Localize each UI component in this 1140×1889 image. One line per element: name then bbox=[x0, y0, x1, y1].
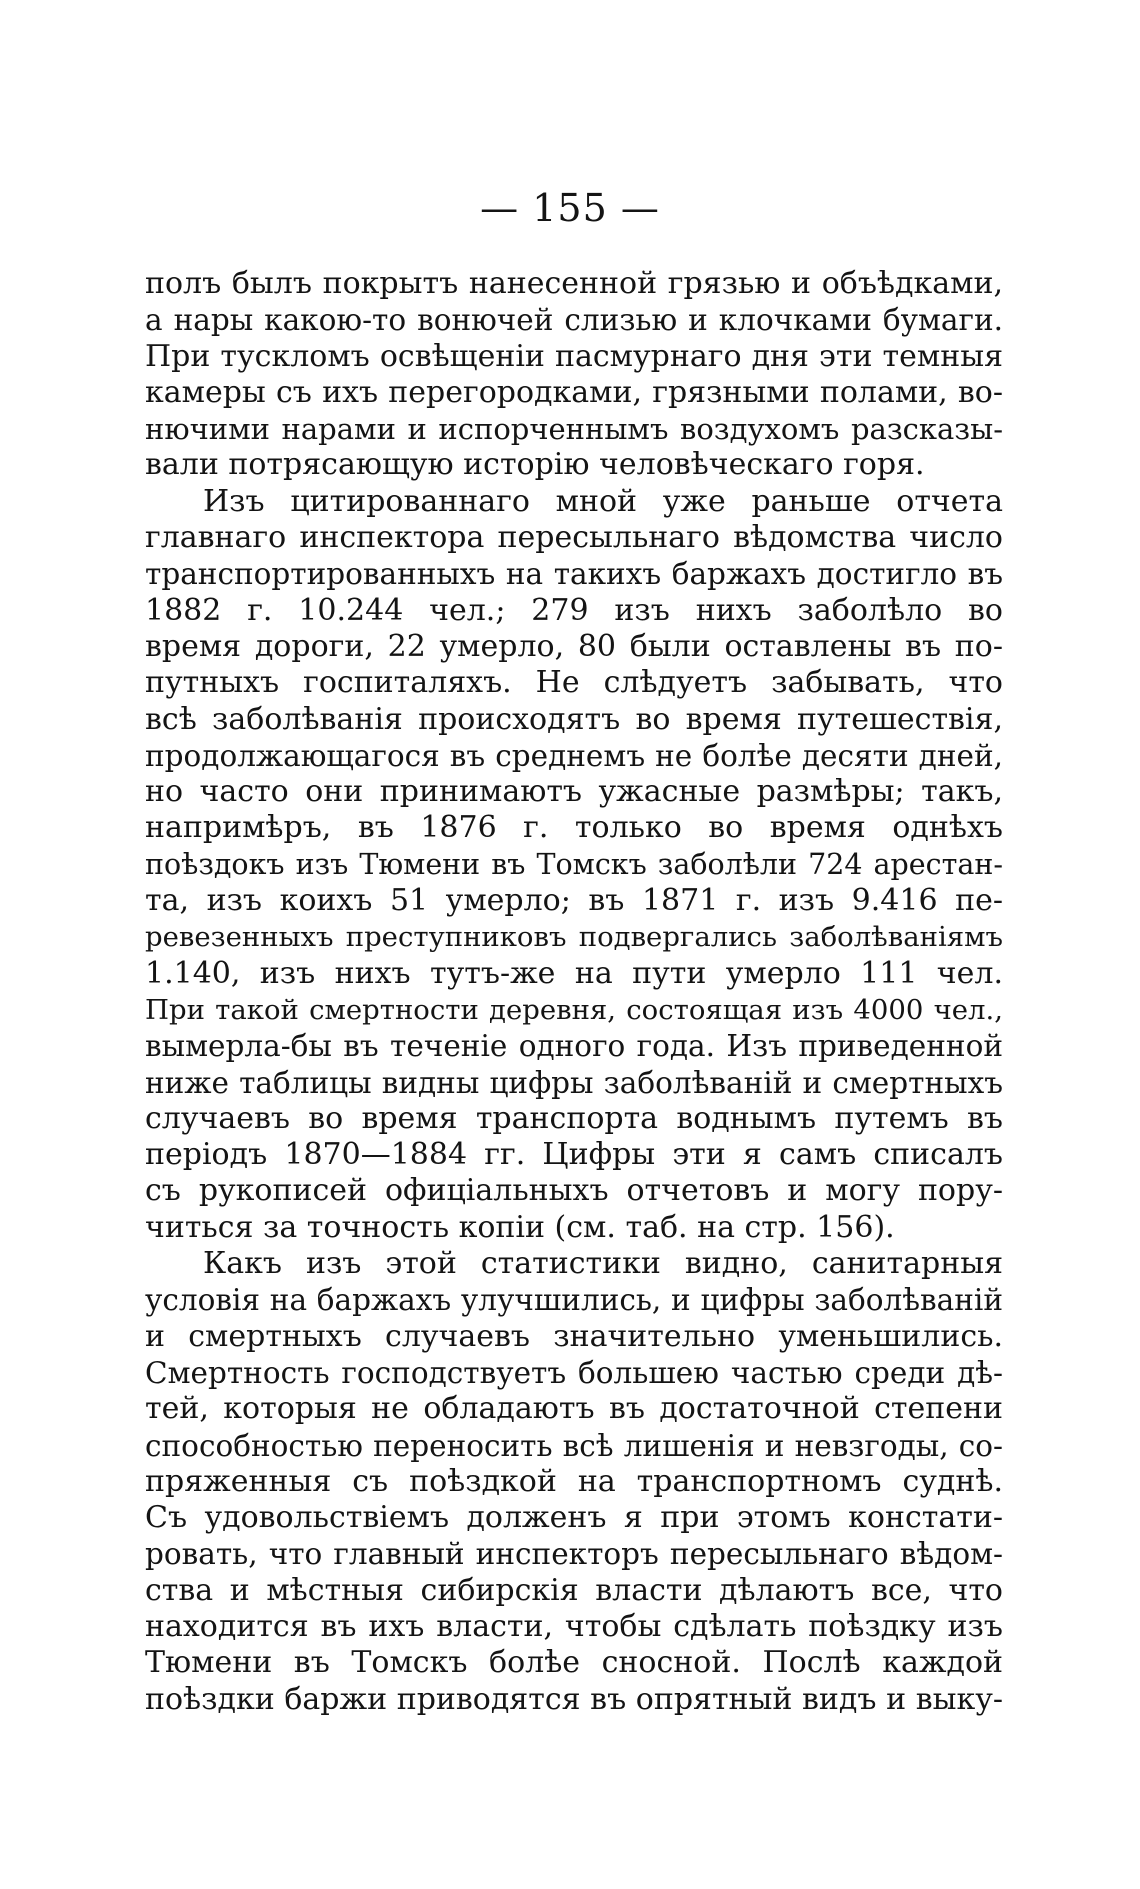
text-line: камеры съ ихъ перегородками, грязными полами, во- bbox=[145, 374, 1003, 410]
text-line: ства и мѣстныя сибирскія власти дѣлаютъ все, что bbox=[145, 1572, 1003, 1608]
text-line: 1.140, изъ нихъ тутъ-же на пути умерло 111 чел. bbox=[145, 955, 1003, 991]
text-line: ниже таблицы видны цифры заболѣваній и смертныхъ bbox=[145, 1065, 1003, 1100]
text-line: Тюмени въ Томскъ болѣе сносной. Послѣ каждой bbox=[145, 1645, 1003, 1681]
text-line: 1882 г. 10.244 чел.; 279 изъ нихъ заболѣло во bbox=[145, 592, 1003, 628]
text-line: случаевъ во время транспорта воднымъ путемъ въ bbox=[145, 1100, 1003, 1136]
text-line: и смертныхъ случаевъ значительно уменьшились. bbox=[145, 1318, 1003, 1354]
text-line: всѣ заболѣванія происходятъ во время путешествія, bbox=[145, 701, 1003, 737]
text-line: напримѣръ, въ 1876 г. только во время однѣхъ bbox=[145, 810, 1003, 846]
text-line: ревезенныхъ преступниковъ подвергались заболѣваніямъ bbox=[145, 921, 1003, 954]
text-line: путныхъ госпиталяхъ. Не слѣдуетъ забывать, что bbox=[145, 665, 1003, 701]
text-line: вымерла-бы въ теченіе одного года. Изъ приведенной bbox=[145, 1029, 1003, 1064]
text-line: но часто они принимаютъ ужасные размѣры; такъ, bbox=[145, 774, 1003, 810]
text-line: съ рукописей офиціальныхъ отчетовъ и могу пору- bbox=[145, 1173, 1003, 1209]
text-line: Смертность господствуетъ большею частью среди дѣ- bbox=[145, 1355, 1003, 1390]
text-line: продолжающагося въ среднемъ не болѣе десяти дней, bbox=[145, 738, 1003, 773]
text-line: пряженныя съ поѣздкой на транспортномъ суднѣ. bbox=[145, 1463, 1003, 1499]
text-line: вали потрясающую исторію человѣческаго горя. bbox=[145, 447, 925, 483]
text-line: При тускломъ освѣщеніи пасмурнаго дня эти темныя bbox=[145, 338, 1003, 374]
text-line: время дороги, 22 умерло, 80 были оставлены въ по- bbox=[145, 628, 1003, 664]
text-line: Какъ изъ этой статистики видно, санитарныя bbox=[203, 1246, 1003, 1282]
page-number: — 155 — bbox=[480, 186, 660, 230]
text-line: поѣздокъ изъ Тюмени въ Томскъ заболѣли 724 арестан- bbox=[145, 847, 1003, 881]
text-line: періодъ 1870—1884 гг. Цифры эти я самъ списалъ bbox=[145, 1137, 1003, 1173]
text-line: находится въ ихъ власти, чтобы сдѣлать поѣздку изъ bbox=[145, 1608, 1003, 1644]
text-line: Изъ цитированнаго мной уже раньше отчета bbox=[203, 483, 1003, 519]
text-line: главнаго инспектора пересыльнаго вѣдомства число bbox=[145, 520, 1003, 556]
text-line: поѣздки баржи приводятся въ опрятный видъ и выку- bbox=[145, 1681, 1003, 1717]
text-line: нючими нарами и испорченнымъ воздухомъ разсказы- bbox=[145, 412, 1003, 447]
text-line: полъ былъ покрытъ нанесенной грязью и объѣдками, bbox=[145, 266, 1003, 301]
text-line: та, изъ коихъ 51 умерло; въ 1871 г. изъ 9.416 пе- bbox=[145, 883, 1003, 919]
text-line: ровать, что главный инспекторъ пересыльнаго вѣдом- bbox=[145, 1537, 1003, 1572]
text-line: способностью переносить всѣ лишенія и невзгоды, со- bbox=[145, 1428, 1003, 1463]
text-line: транспортированныхъ на такихъ баржахъ достигло въ bbox=[145, 557, 1003, 592]
body-text bbox=[145, 266, 1003, 1718]
text-line: условія на баржахъ улучшились, и цифры заболѣваній bbox=[145, 1283, 1003, 1318]
text-line: читься за точность копіи (см. таб. на стр. 156). bbox=[145, 1209, 895, 1245]
text-line: а нары какою-то вонючей слизью и клочками бумаги. bbox=[145, 303, 1003, 338]
text-line: тей, которыя не обладаютъ въ достаточной степени bbox=[145, 1391, 1003, 1427]
text-line: При такой смертности деревня, состоящая изъ 4000 чел., bbox=[145, 993, 1003, 1026]
text-line: Съ удовольствіемъ долженъ я при этомъ констати- bbox=[145, 1500, 1003, 1536]
